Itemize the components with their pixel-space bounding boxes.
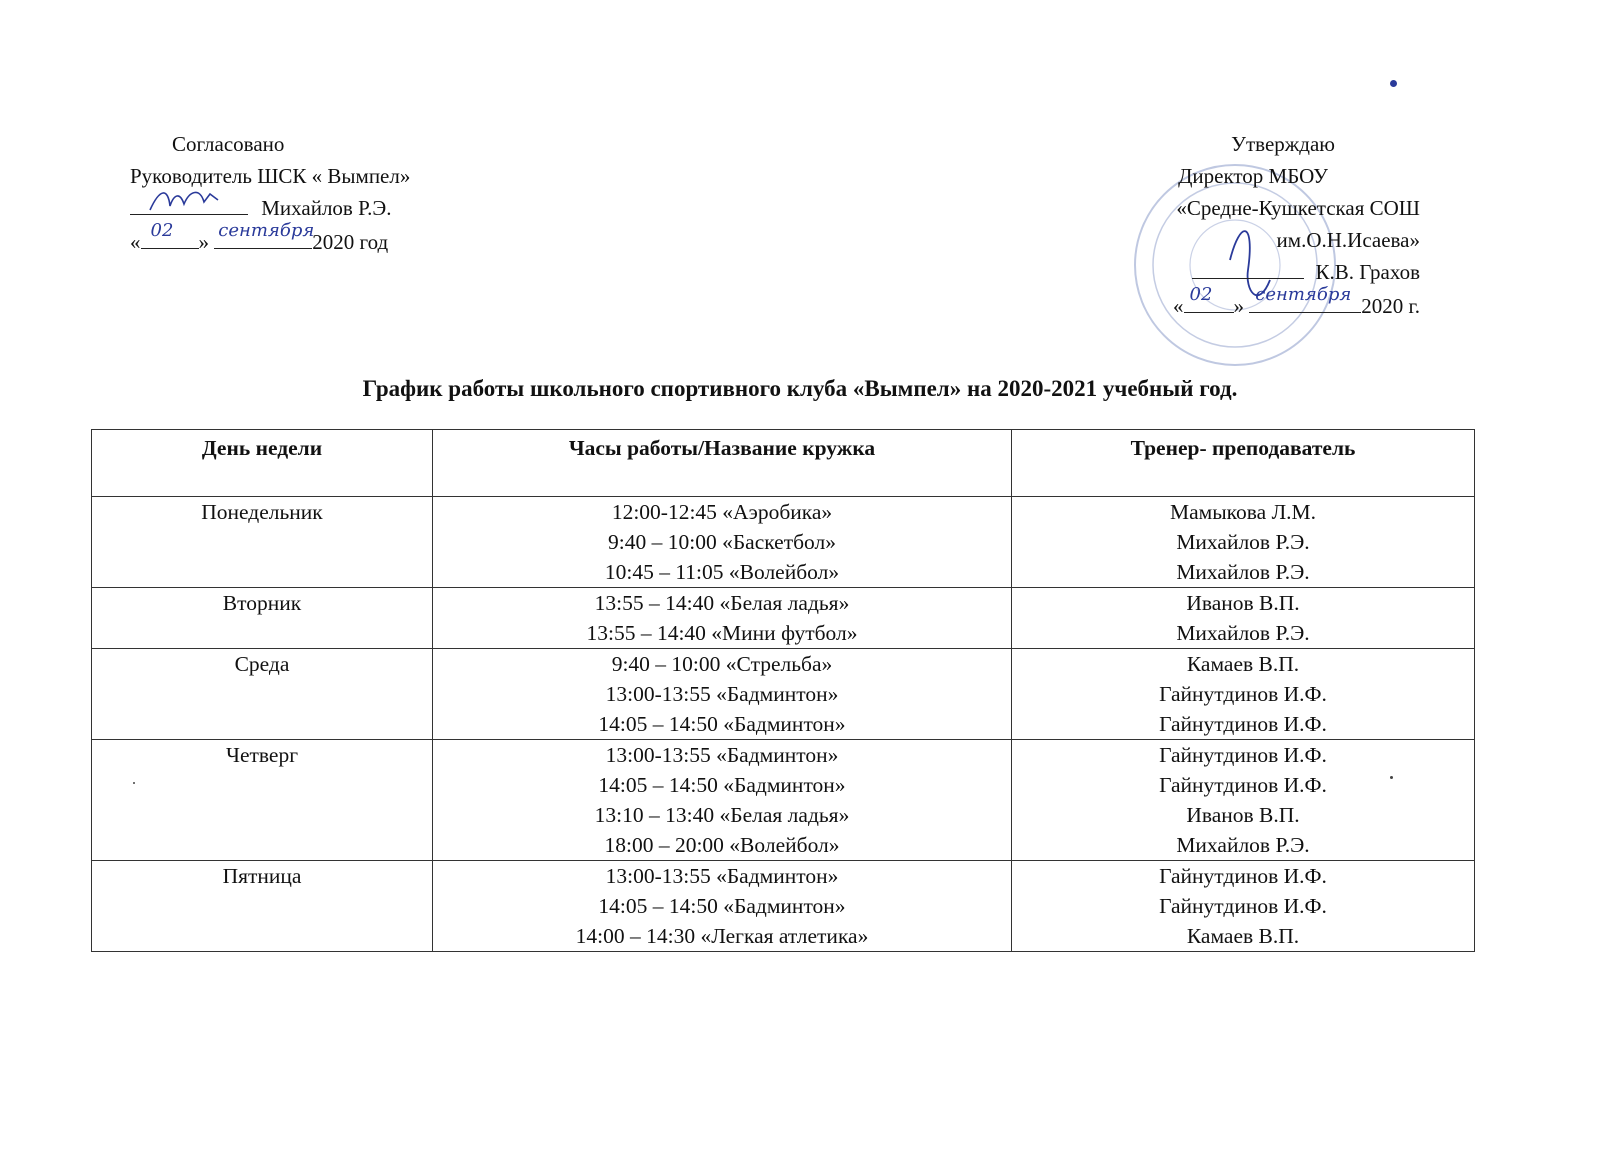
trainers-cell: Мамыкова Л.М. Михайлов Р.Э. Михайлов Р.Э. (1012, 497, 1475, 588)
approval-left (130, 128, 550, 258)
trainers-cell: Гайнутдинов И.Ф. Гайнутдинов И.Ф. Камаев В.П. (1012, 861, 1475, 952)
approval-left-signature-line (130, 192, 550, 224)
table-row (92, 588, 1475, 649)
date-day-left: 02 (150, 220, 174, 241)
approval-left-date: « 02 » сентября 2020 год (130, 224, 550, 258)
date-year-right: 2020 г. (1361, 294, 1420, 318)
table-row (92, 740, 1475, 861)
date-year-left: 2020 год (312, 230, 389, 254)
signature-scribble-left (140, 184, 258, 214)
sessions-cell: 12:00-12:45 «Аэробика» 9:40 – 10:00 «Баскетбол» 10:45 – 11:05 «Волейбол» (433, 497, 1012, 588)
day-cell: Понедельник (92, 497, 433, 588)
document-title: График работы школьного спортивного клуба «Вымпел» на 2020-2021 учебный год. (362, 376, 1238, 401)
day-cell: Пятница (92, 861, 433, 952)
approval-left-position: Руководитель ШСК « Вымпел» (130, 164, 411, 188)
day-cell: Вторник (92, 588, 433, 649)
approval-right-position-3: им.О.Н.Исаева» (1276, 228, 1420, 252)
approval-right-date: « 02 » сентября 2020 г. (1100, 288, 1420, 322)
trainers-cell: Гайнутдинов И.Ф. Гайнутдинов И.Ф. Иванов В.П. Михайлов Р.Э. (1012, 740, 1475, 861)
sessions-cell: 9:40 – 10:00 «Стрельба» 13:00-13:55 «Бадминтон» 14:05 – 14:50 «Бадминтон» (433, 649, 1012, 740)
trainers-cell: Иванов В.П. Михайлов Р.Э. (1012, 588, 1475, 649)
day-cell: Четверг (92, 740, 433, 861)
table-row (92, 861, 1475, 952)
header-day: День недели (92, 430, 433, 497)
table-header-row (92, 430, 1475, 497)
signature-left (130, 192, 248, 215)
approval-right-position-2: «Средне-Кушкетская СОШ (1176, 196, 1420, 220)
approval-right-position-1: Директор МБОУ (1178, 164, 1328, 188)
schedule-table (91, 429, 1475, 952)
approval-left-heading: Согласовано (172, 132, 285, 156)
sessions-cell: 13:55 – 14:40 «Белая ладья» 13:55 – 14:40 «Мини футбол» (433, 588, 1012, 649)
table-row (92, 497, 1475, 588)
approval-right-name: К.В. Грахов (1315, 260, 1420, 284)
day-cell: Среда (92, 649, 433, 740)
approval-right-heading: Утверждаю (1231, 132, 1335, 156)
scan-speck (1390, 776, 1393, 779)
header-trainer: Тренер- преподаватель (1012, 430, 1475, 497)
scan-speck (133, 782, 135, 784)
approval-left-name: Михайлов Р.Э. (261, 196, 392, 220)
approval-right (1100, 128, 1420, 322)
header-sessions: Часы работы/Название кружка (433, 430, 1012, 497)
signature-right (1192, 256, 1304, 279)
date-month-left: сентября (218, 220, 315, 241)
date-month-right: сентября (1255, 284, 1352, 305)
sessions-cell: 13:00-13:55 «Бадминтон» 14:05 – 14:50 «Бадминтон» 13:10 – 13:40 «Белая ладья» 18:00 – 20:00 «Волейбол» (433, 740, 1012, 861)
table-row (92, 649, 1475, 740)
trainers-cell: Камаев В.П. Гайнутдинов И.Ф. Гайнутдинов И.Ф. (1012, 649, 1475, 740)
date-day-right: 02 (1189, 284, 1213, 305)
scan-speck (1390, 80, 1397, 87)
sessions-cell: 13:00-13:55 «Бадминтон» 14:05 – 14:50 «Бадминтон» 14:00 – 14:30 «Легкая атлетика» (433, 861, 1012, 952)
